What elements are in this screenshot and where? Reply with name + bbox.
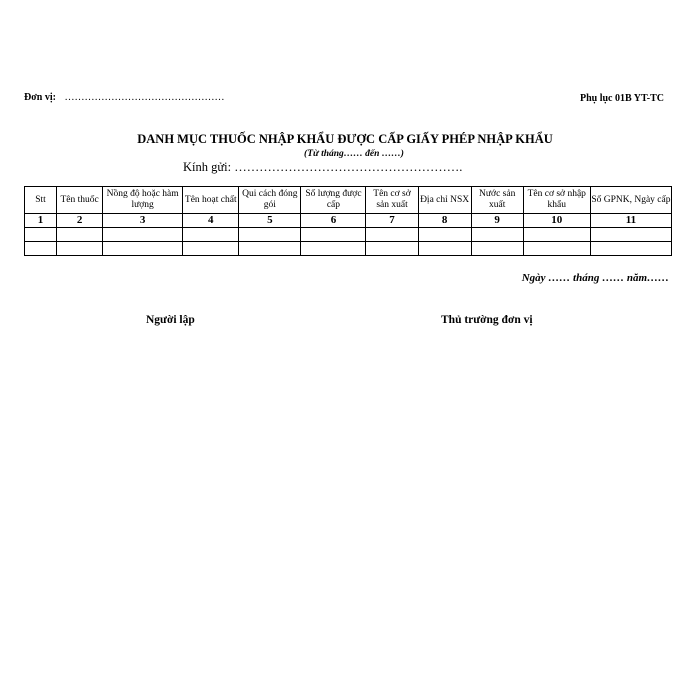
header-cell: Tên cơ sở sản xuất bbox=[366, 187, 418, 214]
empty-cell bbox=[590, 228, 671, 242]
appendix-label: Phụ lục 01B YT-TC bbox=[579, 93, 664, 104]
column-number-cell: 10 bbox=[523, 214, 590, 228]
empty-cell bbox=[301, 228, 366, 242]
column-number-cell: 3 bbox=[103, 214, 183, 228]
signature-head-of-unit: Thủ trường đơn vị bbox=[441, 314, 533, 326]
unit-label: Đơn vị: bbox=[24, 92, 56, 103]
header-cell: Số GPNK, Ngày cấp bbox=[590, 187, 671, 214]
drug-list-table bbox=[24, 186, 672, 256]
empty-cell bbox=[418, 242, 471, 256]
document-title: DANH MỤC THUỐC NHẬP KHẨU ĐƯỢC CẤP GIẤY PHÉP NHẬP KHẨU bbox=[137, 132, 553, 146]
empty-cell bbox=[57, 242, 103, 256]
column-number-cell: 5 bbox=[239, 214, 301, 228]
empty-cell bbox=[471, 242, 523, 256]
table-header-row bbox=[25, 187, 672, 214]
empty-cell bbox=[183, 228, 239, 242]
empty-cell bbox=[471, 228, 523, 242]
empty-cell bbox=[25, 228, 57, 242]
header-cell: Qui cách đóng gói bbox=[239, 187, 301, 214]
column-number-cell: 2 bbox=[57, 214, 103, 228]
signature-preparer: Người lập bbox=[146, 314, 195, 326]
empty-cell bbox=[239, 228, 301, 242]
empty-cell bbox=[57, 228, 103, 242]
empty-cell bbox=[103, 228, 183, 242]
empty-cell bbox=[366, 242, 418, 256]
header-cell: Nước sản xuất bbox=[471, 187, 523, 214]
header-cell: Tên hoạt chất bbox=[183, 187, 239, 214]
empty-cell bbox=[418, 228, 471, 242]
send-to-line: Kính gửi: ………………………………………………. bbox=[183, 160, 463, 174]
column-number-cell: 4 bbox=[183, 214, 239, 228]
header-cell: Số lượng được cấp bbox=[301, 187, 366, 214]
unit-dots: ………………………………………… bbox=[64, 92, 225, 103]
column-number-cell: 7 bbox=[366, 214, 418, 228]
empty-cell bbox=[103, 242, 183, 256]
date-line: Ngày …… tháng …… năm…… bbox=[521, 272, 669, 284]
empty-cell bbox=[301, 242, 366, 256]
table-row bbox=[25, 228, 672, 242]
column-number-cell: 11 bbox=[590, 214, 671, 228]
empty-cell bbox=[183, 242, 239, 256]
header-cell: Tên cơ sở nhập khẩu bbox=[523, 187, 590, 214]
empty-cell bbox=[239, 242, 301, 256]
column-number-cell: 1 bbox=[25, 214, 57, 228]
header-cell: Tên thuốc bbox=[57, 187, 103, 214]
empty-cell bbox=[366, 228, 418, 242]
empty-cell bbox=[523, 228, 590, 242]
empty-cell bbox=[25, 242, 57, 256]
table-row bbox=[25, 242, 672, 256]
column-number-row bbox=[25, 214, 672, 228]
column-number-cell: 6 bbox=[301, 214, 366, 228]
empty-cell bbox=[590, 242, 671, 256]
document-subtitle: (Từ tháng…… đến ……) bbox=[304, 149, 404, 159]
header-cell: Địa chỉ NSX bbox=[418, 187, 471, 214]
header-cell: Nồng độ hoặc hàm lượng bbox=[103, 187, 183, 214]
column-number-cell: 9 bbox=[471, 214, 523, 228]
unit-line bbox=[24, 92, 224, 103]
column-number-cell: 8 bbox=[418, 214, 471, 228]
header-cell: Stt bbox=[25, 187, 57, 214]
empty-cell bbox=[523, 242, 590, 256]
